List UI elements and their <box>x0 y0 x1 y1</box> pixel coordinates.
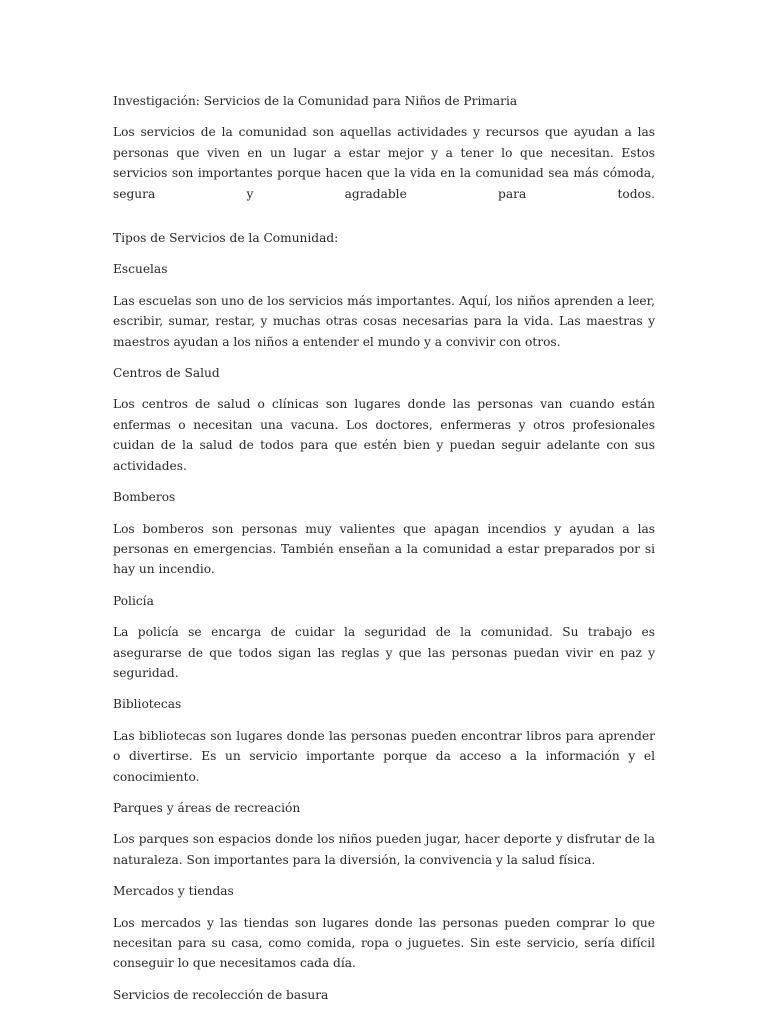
section-heading-bibliotecas: Bibliotecas <box>113 697 182 712</box>
section-heading-policia: Policía <box>113 593 154 608</box>
section-text-parques: Los parques son espacios donde los niños pueden jugar, hacer deporte y disfrutar de la naturaleza. Son importantes para la diversión, la convivencia y la salud física. <box>113 832 655 867</box>
section-text-bomberos: Los bomberos son personas muy valientes que apagan incendios y ayudan a las personas en emergencias. También enseñan a la comunidad a estar preparados por si hay un incendio. <box>113 521 655 577</box>
section-heading-bomberos: Bomberos <box>113 490 176 505</box>
section-text-centros-de-salud: Los centros de salud o clínicas son lugares donde las personas van cuando están enfermas o necesitan una vacuna. Los doctores, enfermeras y otros profesionales cuidan de la salud de todos para que estén bien y puedan seguir adelante con sus actividades. <box>113 397 655 473</box>
intro-paragraph: Los servicios de la comunidad son aquellas actividades y recursos que ayudan a las personas que viven en un lugar a estar mejor y a tener lo que necesitan. Estos servicios son importantes porque hacen que la vida en la comunidad sea más cómoda, segura y agradable para todos. <box>113 125 655 201</box>
section-heading-recoleccion-basura: Servicios de recolección de basura <box>113 987 329 1002</box>
section-heading-escuelas: Escuelas <box>113 262 168 277</box>
section-text-escuelas: Las escuelas son uno de los servicios más importantes. Aquí, los niños aprenden a leer, escribir, sumar, restar, y muchas otras cosas necesarias para la vida. Las maestras y maestros ayudan a los niños a entender el mundo y a convivir con otros. <box>113 293 655 349</box>
section-text-mercados: Los mercados y las tiendas son lugares donde las personas pueden comprar lo que necesitan para su casa, como comida, ropa o juguetes. Sin este servicio, sería difícil conseguir lo que necesitamos cada día. <box>113 915 655 971</box>
section-text-bibliotecas: Las bibliotecas son lugares donde las personas pueden encontrar libros para aprender o divertirse. Es un servicio importante porque da acceso a la información y el conocimiento. <box>113 728 655 784</box>
section-heading-centros-de-salud: Centros de Salud <box>113 366 220 381</box>
document-title: Investigación: Servicios de la Comunidad para Niños de Primaria <box>113 94 518 108</box>
section-heading-parques: Parques y áreas de recreación <box>113 800 301 815</box>
section-heading-mercados: Mercados y tiendas <box>113 884 234 899</box>
section-text-policia: La policía se encarga de cuidar la seguridad de la comunidad. Su trabajo es asegurarse de que todos sigan las reglas y que las personas puedan vivir en paz y seguridad. <box>113 625 655 680</box>
types-heading: Tipos de Servicios de la Comunidad: <box>113 231 339 246</box>
spacer <box>113 215 655 228</box>
document-body <box>113 91 655 1016</box>
